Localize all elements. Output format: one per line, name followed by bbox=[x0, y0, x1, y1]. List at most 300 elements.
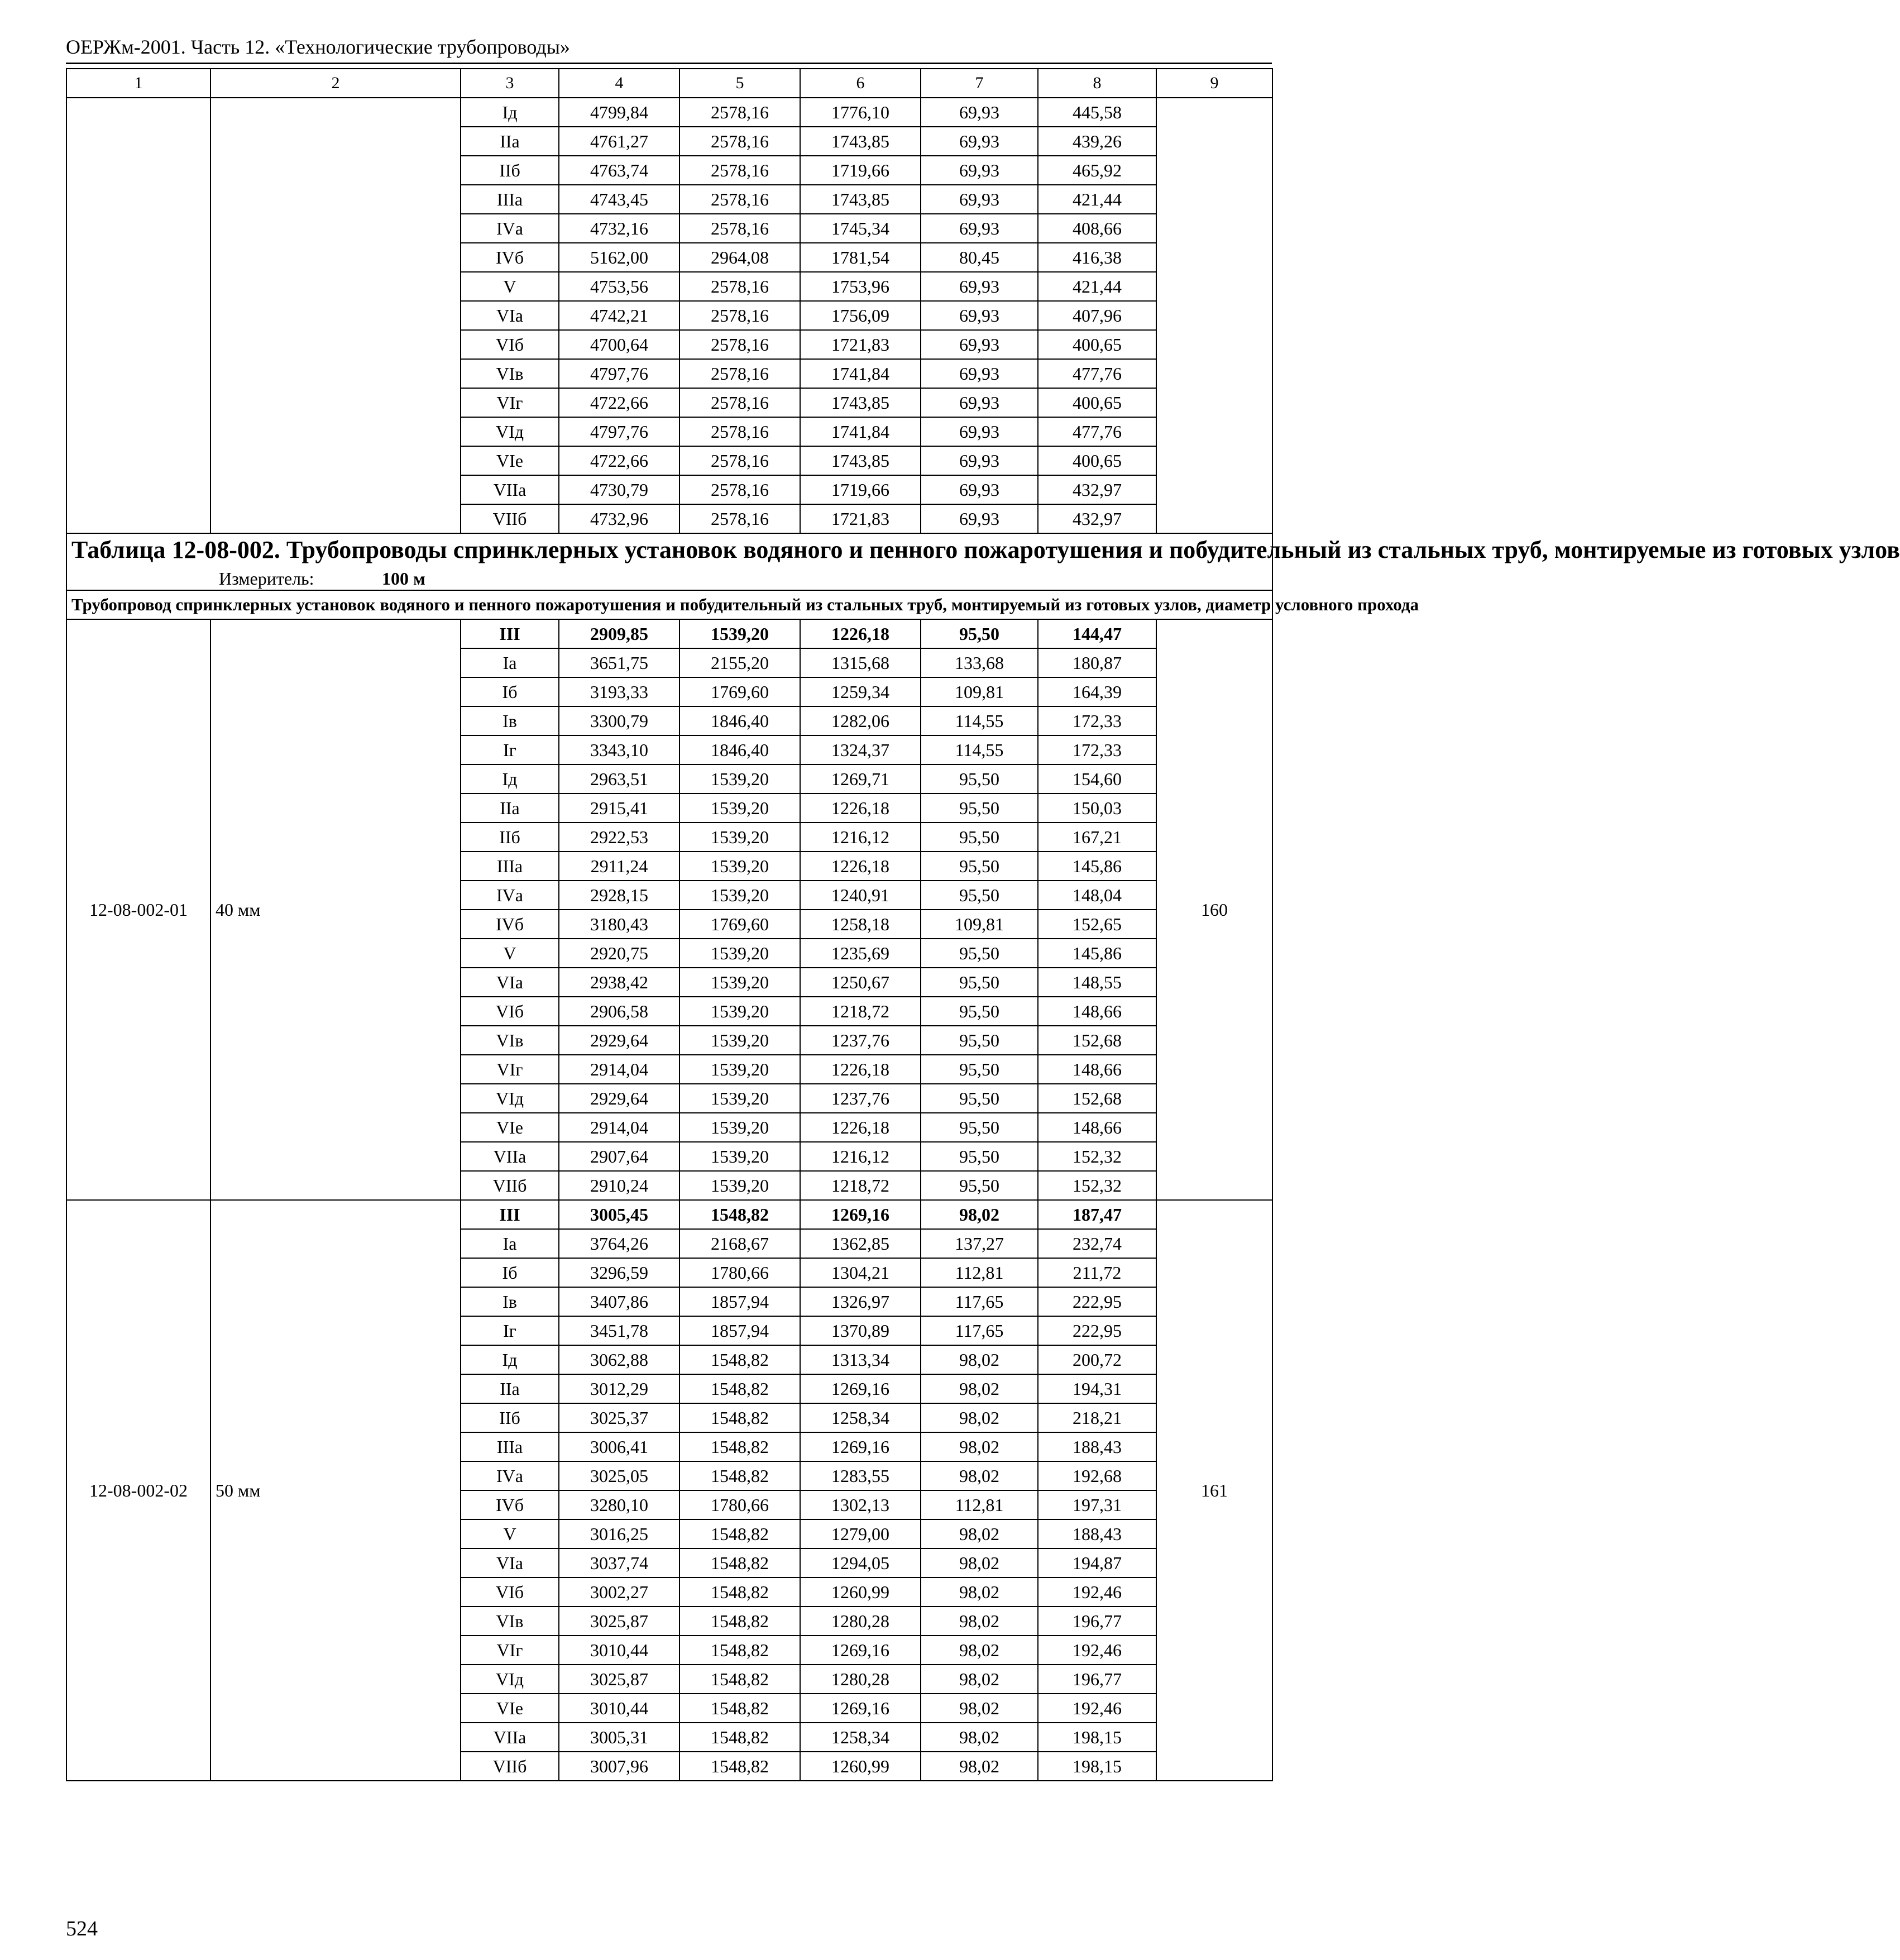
value-cell: 1226,18 bbox=[800, 1113, 921, 1142]
value-cell: 1304,21 bbox=[800, 1258, 921, 1287]
value-cell: 1753,96 bbox=[800, 272, 921, 301]
value-cell: 172,33 bbox=[1038, 735, 1156, 764]
value-cell: 1539,20 bbox=[679, 968, 800, 997]
value-cell: 2578,16 bbox=[679, 417, 800, 446]
value-cell: 196,77 bbox=[1038, 1607, 1156, 1636]
norm-cell: 160 bbox=[1156, 619, 1272, 1200]
unit-label: Измеритель: bbox=[219, 568, 314, 589]
value-cell: 95,50 bbox=[921, 1113, 1038, 1142]
value-cell: 1315,68 bbox=[800, 648, 921, 677]
value-cell: 1279,00 bbox=[800, 1519, 921, 1548]
value-cell: 133,68 bbox=[921, 648, 1038, 677]
value-cell: 148,66 bbox=[1038, 1113, 1156, 1142]
value-cell: 112,81 bbox=[921, 1258, 1038, 1287]
zone-cell: Iб bbox=[461, 1258, 559, 1287]
zone-cell: VIд bbox=[461, 1084, 559, 1113]
value-cell: 197,31 bbox=[1038, 1490, 1156, 1519]
value-cell: 1743,85 bbox=[800, 185, 921, 214]
value-cell: 1548,82 bbox=[679, 1548, 800, 1577]
column-number: 1 bbox=[66, 69, 210, 98]
value-cell: 1548,82 bbox=[679, 1403, 800, 1432]
value-cell: 1719,66 bbox=[800, 156, 921, 185]
value-cell: 407,96 bbox=[1038, 301, 1156, 330]
value-cell: 1539,20 bbox=[679, 1171, 800, 1200]
zone-cell: VIб bbox=[461, 1577, 559, 1607]
value-cell: 2914,04 bbox=[559, 1055, 679, 1084]
zone-cell: VIIа bbox=[461, 475, 559, 504]
value-cell: 98,02 bbox=[921, 1548, 1038, 1577]
value-cell: 1302,13 bbox=[800, 1490, 921, 1519]
column-number: 8 bbox=[1038, 69, 1156, 98]
value-cell: 3005,45 bbox=[559, 1200, 679, 1229]
value-cell: 1548,82 bbox=[679, 1345, 800, 1374]
value-cell: 400,65 bbox=[1038, 330, 1156, 359]
value-cell: 172,33 bbox=[1038, 706, 1156, 735]
value-cell: 80,45 bbox=[921, 243, 1038, 272]
value-cell: 3006,41 bbox=[559, 1432, 679, 1461]
value-cell: 95,50 bbox=[921, 793, 1038, 823]
zone-cell: VIа bbox=[461, 1548, 559, 1577]
value-cell: 2155,20 bbox=[679, 648, 800, 677]
value-cell: 1539,20 bbox=[679, 852, 800, 881]
value-cell: 477,76 bbox=[1038, 417, 1156, 446]
value-cell: 1741,84 bbox=[800, 417, 921, 446]
value-cell: 400,65 bbox=[1038, 446, 1156, 475]
value-cell: 98,02 bbox=[921, 1577, 1038, 1607]
value-cell: 2578,16 bbox=[679, 301, 800, 330]
value-cell: 1539,20 bbox=[679, 1084, 800, 1113]
zone-cell: VIIа bbox=[461, 1723, 559, 1752]
value-cell: 1226,18 bbox=[800, 619, 921, 648]
value-cell: 69,93 bbox=[921, 98, 1038, 127]
value-cell: 95,50 bbox=[921, 1142, 1038, 1171]
value-cell: 1294,05 bbox=[800, 1548, 921, 1577]
value-cell: 232,74 bbox=[1038, 1229, 1156, 1258]
value-cell: 112,81 bbox=[921, 1490, 1038, 1519]
value-cell: 1721,83 bbox=[800, 504, 921, 533]
zone-cell: VIг bbox=[461, 1636, 559, 1665]
value-cell: 2578,16 bbox=[679, 185, 800, 214]
value-cell: 98,02 bbox=[921, 1461, 1038, 1490]
value-cell: 1857,94 bbox=[679, 1287, 800, 1316]
value-cell: 1743,85 bbox=[800, 127, 921, 156]
zone-cell: IIа bbox=[461, 793, 559, 823]
value-cell: 1324,37 bbox=[800, 735, 921, 764]
price-table bbox=[66, 68, 1900, 1781]
value-cell: 2928,15 bbox=[559, 881, 679, 910]
value-cell: 400,65 bbox=[1038, 388, 1156, 417]
value-cell: 1362,85 bbox=[800, 1229, 921, 1258]
value-cell: 432,97 bbox=[1038, 504, 1156, 533]
column-number: 4 bbox=[559, 69, 679, 98]
value-cell: 416,38 bbox=[1038, 243, 1156, 272]
value-cell: 1539,20 bbox=[679, 997, 800, 1026]
value-cell: 222,95 bbox=[1038, 1316, 1156, 1345]
zone-cell: IVа bbox=[461, 881, 559, 910]
zone-cell: III bbox=[461, 619, 559, 648]
value-cell: 109,81 bbox=[921, 677, 1038, 706]
value-cell: 1548,82 bbox=[679, 1432, 800, 1461]
value-cell: 2920,75 bbox=[559, 939, 679, 968]
value-cell: 95,50 bbox=[921, 968, 1038, 997]
value-cell: 164,39 bbox=[1038, 677, 1156, 706]
value-cell: 187,47 bbox=[1038, 1200, 1156, 1229]
value-cell: 1260,99 bbox=[800, 1752, 921, 1781]
value-cell: 2922,53 bbox=[559, 823, 679, 852]
value-cell: 1539,20 bbox=[679, 764, 800, 793]
zone-cell: Iб bbox=[461, 677, 559, 706]
value-cell: 3180,43 bbox=[559, 910, 679, 939]
table-body bbox=[66, 69, 1900, 1781]
zone-cell: IIб bbox=[461, 1403, 559, 1432]
value-cell: 1769,60 bbox=[679, 910, 800, 939]
value-cell: 1280,28 bbox=[800, 1607, 921, 1636]
table-title-row bbox=[66, 533, 1272, 590]
value-cell: 4763,74 bbox=[559, 156, 679, 185]
value-cell: 1260,99 bbox=[800, 1577, 921, 1607]
value-cell: 196,77 bbox=[1038, 1665, 1156, 1694]
value-cell: 1548,82 bbox=[679, 1694, 800, 1723]
value-cell: 1280,28 bbox=[800, 1665, 921, 1694]
zone-cell: VIд bbox=[461, 1665, 559, 1694]
zone-cell: VIг bbox=[461, 1055, 559, 1084]
value-cell: 2914,04 bbox=[559, 1113, 679, 1142]
value-cell: 3016,25 bbox=[559, 1519, 679, 1548]
value-cell: 1781,54 bbox=[800, 243, 921, 272]
value-cell: 1539,20 bbox=[679, 939, 800, 968]
value-cell: 3764,26 bbox=[559, 1229, 679, 1258]
zone-cell: VIв bbox=[461, 1607, 559, 1636]
column-numbers-row bbox=[66, 69, 1272, 98]
value-cell: 3407,86 bbox=[559, 1287, 679, 1316]
value-cell: 1548,82 bbox=[679, 1723, 800, 1752]
value-cell: 1780,66 bbox=[679, 1258, 800, 1287]
value-cell: 192,46 bbox=[1038, 1577, 1156, 1607]
value-cell: 3005,31 bbox=[559, 1723, 679, 1752]
value-cell: 1258,34 bbox=[800, 1403, 921, 1432]
value-cell: 4753,56 bbox=[559, 272, 679, 301]
item-diameter: 50 мм bbox=[210, 1200, 461, 1781]
value-cell: 137,27 bbox=[921, 1229, 1038, 1258]
value-cell: 98,02 bbox=[921, 1752, 1038, 1781]
value-cell: 1539,20 bbox=[679, 1113, 800, 1142]
zone-cell: VIа bbox=[461, 301, 559, 330]
value-cell: 1548,82 bbox=[679, 1607, 800, 1636]
value-cell: 95,50 bbox=[921, 881, 1038, 910]
value-cell: 69,93 bbox=[921, 127, 1038, 156]
value-cell: 95,50 bbox=[921, 823, 1038, 852]
value-cell: 1743,85 bbox=[800, 388, 921, 417]
value-cell: 3300,79 bbox=[559, 706, 679, 735]
value-cell: 3651,75 bbox=[559, 648, 679, 677]
value-cell: 4799,84 bbox=[559, 98, 679, 127]
value-cell: 2578,16 bbox=[679, 504, 800, 533]
value-cell: 4761,27 bbox=[559, 127, 679, 156]
value-cell: 1240,91 bbox=[800, 881, 921, 910]
value-cell: 95,50 bbox=[921, 939, 1038, 968]
item-code: 12-08-002-02 bbox=[66, 1200, 210, 1781]
zone-cell: VIе bbox=[461, 1113, 559, 1142]
value-cell: 109,81 bbox=[921, 910, 1038, 939]
value-cell: 4732,16 bbox=[559, 214, 679, 243]
zone-cell: IIIа bbox=[461, 852, 559, 881]
zone-cell: Iа bbox=[461, 648, 559, 677]
column-number: 6 bbox=[800, 69, 921, 98]
value-cell: 1235,69 bbox=[800, 939, 921, 968]
zone-cell: Iд bbox=[461, 764, 559, 793]
value-cell: 1776,10 bbox=[800, 98, 921, 127]
value-cell: 1269,71 bbox=[800, 764, 921, 793]
value-cell: 1218,72 bbox=[800, 1171, 921, 1200]
value-cell: 1548,82 bbox=[679, 1519, 800, 1548]
value-cell: 1216,12 bbox=[800, 1142, 921, 1171]
value-cell: 198,15 bbox=[1038, 1723, 1156, 1752]
value-cell: 1539,20 bbox=[679, 823, 800, 852]
value-cell: 3037,74 bbox=[559, 1548, 679, 1577]
unit-value: 100 м bbox=[382, 568, 425, 589]
value-cell: 1218,72 bbox=[800, 997, 921, 1026]
value-cell: 3451,78 bbox=[559, 1316, 679, 1345]
value-cell: 192,68 bbox=[1038, 1461, 1156, 1490]
value-cell: 2578,16 bbox=[679, 98, 800, 127]
value-cell: 1846,40 bbox=[679, 735, 800, 764]
value-cell: 192,46 bbox=[1038, 1636, 1156, 1665]
value-cell: 1846,40 bbox=[679, 706, 800, 735]
value-cell: 98,02 bbox=[921, 1636, 1038, 1665]
value-cell: 98,02 bbox=[921, 1432, 1038, 1461]
value-cell: 211,72 bbox=[1038, 1258, 1156, 1287]
value-cell: 2578,16 bbox=[679, 446, 800, 475]
column-number: 3 bbox=[461, 69, 559, 98]
value-cell: 152,32 bbox=[1038, 1171, 1156, 1200]
value-cell: 1269,16 bbox=[800, 1374, 921, 1403]
value-cell: 2168,67 bbox=[679, 1229, 800, 1258]
value-cell: 1269,16 bbox=[800, 1694, 921, 1723]
value-cell: 3193,33 bbox=[559, 677, 679, 706]
value-cell: 200,72 bbox=[1038, 1345, 1156, 1374]
value-cell: 180,87 bbox=[1038, 648, 1156, 677]
value-cell: 408,66 bbox=[1038, 214, 1156, 243]
value-cell: 1313,34 bbox=[800, 1345, 921, 1374]
value-cell: 148,55 bbox=[1038, 968, 1156, 997]
value-cell: 2907,64 bbox=[559, 1142, 679, 1171]
column-number: 9 bbox=[1156, 69, 1272, 98]
value-cell: 69,93 bbox=[921, 272, 1038, 301]
value-cell: 2915,41 bbox=[559, 793, 679, 823]
value-cell: 114,55 bbox=[921, 706, 1038, 735]
table-title-cell bbox=[66, 533, 1900, 590]
zone-cell: IIIа bbox=[461, 185, 559, 214]
value-cell: 2909,85 bbox=[559, 619, 679, 648]
value-cell: 1226,18 bbox=[800, 793, 921, 823]
value-cell: 3280,10 bbox=[559, 1490, 679, 1519]
value-cell: 421,44 bbox=[1038, 272, 1156, 301]
value-cell: 95,50 bbox=[921, 997, 1038, 1026]
value-cell: 69,93 bbox=[921, 330, 1038, 359]
value-cell: 69,93 bbox=[921, 446, 1038, 475]
value-cell: 4797,76 bbox=[559, 417, 679, 446]
value-cell: 1539,20 bbox=[679, 1026, 800, 1055]
zone-cell: VIб bbox=[461, 997, 559, 1026]
value-cell: 1539,20 bbox=[679, 619, 800, 648]
value-cell: 148,66 bbox=[1038, 1055, 1156, 1084]
value-cell: 3010,44 bbox=[559, 1636, 679, 1665]
zone-cell: VIд bbox=[461, 417, 559, 446]
param-cell bbox=[210, 98, 461, 533]
value-cell: 477,76 bbox=[1038, 359, 1156, 388]
value-cell: 2911,24 bbox=[559, 852, 679, 881]
zone-cell: VIе bbox=[461, 446, 559, 475]
zone-cell: VIб bbox=[461, 330, 559, 359]
value-cell: 1548,82 bbox=[679, 1577, 800, 1607]
value-cell: 1548,82 bbox=[679, 1636, 800, 1665]
zone-cell: IIб bbox=[461, 823, 559, 852]
value-cell: 1226,18 bbox=[800, 852, 921, 881]
value-cell: 95,50 bbox=[921, 1084, 1038, 1113]
zone-cell: V bbox=[461, 939, 559, 968]
item-diameter: 40 мм bbox=[210, 619, 461, 1200]
value-cell: 1326,97 bbox=[800, 1287, 921, 1316]
section-title-row bbox=[66, 590, 1272, 619]
value-cell: 4722,66 bbox=[559, 446, 679, 475]
value-cell: 2578,16 bbox=[679, 359, 800, 388]
value-cell: 1539,20 bbox=[679, 1055, 800, 1084]
value-cell: 3002,27 bbox=[559, 1577, 679, 1607]
zone-cell: IVб bbox=[461, 910, 559, 939]
zone-cell: VIв bbox=[461, 1026, 559, 1055]
value-cell: 1756,09 bbox=[800, 301, 921, 330]
value-cell: 148,04 bbox=[1038, 881, 1156, 910]
zone-cell: VIIб bbox=[461, 504, 559, 533]
table-row bbox=[66, 1200, 1272, 1229]
value-cell: 465,92 bbox=[1038, 156, 1156, 185]
value-cell: 98,02 bbox=[921, 1200, 1038, 1229]
zone-cell: IIа bbox=[461, 1374, 559, 1403]
zone-cell: VIа bbox=[461, 968, 559, 997]
value-cell: 2578,16 bbox=[679, 127, 800, 156]
zone-cell: IVа bbox=[461, 214, 559, 243]
value-cell: 2578,16 bbox=[679, 156, 800, 185]
value-cell: 1269,16 bbox=[800, 1200, 921, 1229]
value-cell: 98,02 bbox=[921, 1519, 1038, 1548]
value-cell: 4732,96 bbox=[559, 504, 679, 533]
value-cell: 114,55 bbox=[921, 735, 1038, 764]
value-cell: 1719,66 bbox=[800, 475, 921, 504]
value-cell: 69,93 bbox=[921, 475, 1038, 504]
value-cell: 2929,64 bbox=[559, 1084, 679, 1113]
running-header: ОЕРЖм-2001. Часть 12. «Технологические трубопроводы» bbox=[66, 36, 570, 58]
value-cell: 3025,87 bbox=[559, 1607, 679, 1636]
value-cell: 2929,64 bbox=[559, 1026, 679, 1055]
value-cell: 1548,82 bbox=[679, 1752, 800, 1781]
zone-cell: III bbox=[461, 1200, 559, 1229]
page-number: 524 bbox=[66, 1917, 98, 1940]
value-cell: 192,46 bbox=[1038, 1694, 1156, 1723]
value-cell: 2578,16 bbox=[679, 214, 800, 243]
value-cell: 194,31 bbox=[1038, 1374, 1156, 1403]
value-cell: 4730,79 bbox=[559, 475, 679, 504]
value-cell: 95,50 bbox=[921, 764, 1038, 793]
zone-cell: VIIб bbox=[461, 1171, 559, 1200]
value-cell: 1721,83 bbox=[800, 330, 921, 359]
value-cell: 95,50 bbox=[921, 619, 1038, 648]
value-cell: 69,93 bbox=[921, 156, 1038, 185]
zone-cell: Iд bbox=[461, 98, 559, 127]
value-cell: 1283,55 bbox=[800, 1461, 921, 1490]
value-cell: 1258,18 bbox=[800, 910, 921, 939]
header-rule bbox=[66, 63, 1272, 64]
value-cell: 154,60 bbox=[1038, 764, 1156, 793]
value-cell: 152,68 bbox=[1038, 1026, 1156, 1055]
value-cell: 69,93 bbox=[921, 301, 1038, 330]
value-cell: 148,66 bbox=[1038, 997, 1156, 1026]
value-cell: 1237,76 bbox=[800, 1084, 921, 1113]
zone-cell: V bbox=[461, 272, 559, 301]
value-cell: 1258,34 bbox=[800, 1723, 921, 1752]
value-cell: 98,02 bbox=[921, 1665, 1038, 1694]
value-cell: 1370,89 bbox=[800, 1316, 921, 1345]
value-cell: 198,15 bbox=[1038, 1752, 1156, 1781]
value-cell: 1539,20 bbox=[679, 881, 800, 910]
zone-cell: Iв bbox=[461, 1287, 559, 1316]
zone-cell: IIа bbox=[461, 127, 559, 156]
value-cell: 3025,87 bbox=[559, 1665, 679, 1694]
value-cell: 2578,16 bbox=[679, 272, 800, 301]
value-cell: 3010,44 bbox=[559, 1694, 679, 1723]
zone-cell: V bbox=[461, 1519, 559, 1548]
zone-cell: VIIб bbox=[461, 1752, 559, 1781]
value-cell: 1282,06 bbox=[800, 706, 921, 735]
section-title: Трубопровод спринклерных установок водяного и пенного пожаротушения и побудительный из стальных труб, монтируемый из готовых узлов, диаметр условного прохода bbox=[66, 590, 1272, 619]
value-cell: 188,43 bbox=[1038, 1519, 1156, 1548]
value-cell: 145,86 bbox=[1038, 852, 1156, 881]
zone-cell: VIIа bbox=[461, 1142, 559, 1171]
value-cell: 432,97 bbox=[1038, 475, 1156, 504]
value-cell: 3012,29 bbox=[559, 1374, 679, 1403]
value-cell: 69,93 bbox=[921, 359, 1038, 388]
column-number: 2 bbox=[210, 69, 461, 98]
value-cell: 69,93 bbox=[921, 388, 1038, 417]
zone-cell: VIг bbox=[461, 388, 559, 417]
value-cell: 1548,82 bbox=[679, 1461, 800, 1490]
value-cell: 4742,21 bbox=[559, 301, 679, 330]
zone-cell: Iв bbox=[461, 706, 559, 735]
value-cell: 98,02 bbox=[921, 1374, 1038, 1403]
value-cell: 144,47 bbox=[1038, 619, 1156, 648]
value-cell: 4743,45 bbox=[559, 185, 679, 214]
value-cell: 1745,34 bbox=[800, 214, 921, 243]
value-cell: 1269,16 bbox=[800, 1432, 921, 1461]
item-code: 12-08-002-01 bbox=[66, 619, 210, 1200]
value-cell: 1548,82 bbox=[679, 1374, 800, 1403]
value-cell: 98,02 bbox=[921, 1694, 1038, 1723]
zone-cell: IVб bbox=[461, 1490, 559, 1519]
value-cell: 95,50 bbox=[921, 1171, 1038, 1200]
value-cell: 95,50 bbox=[921, 852, 1038, 881]
value-cell: 1237,76 bbox=[800, 1026, 921, 1055]
table-title: Таблица 12-08-002. Трубопроводы спринклерных установок водяного и пенного пожаротушения и побудительный из стальных труб, монтируемые из готовых узлов bbox=[71, 536, 1900, 563]
value-cell: 1216,12 bbox=[800, 823, 921, 852]
value-cell: 421,44 bbox=[1038, 185, 1156, 214]
zone-cell: VIе bbox=[461, 1694, 559, 1723]
value-cell: 2906,58 bbox=[559, 997, 679, 1026]
value-cell: 98,02 bbox=[921, 1723, 1038, 1752]
zone-cell: IVб bbox=[461, 243, 559, 272]
zone-cell: IIб bbox=[461, 156, 559, 185]
value-cell: 5162,00 bbox=[559, 243, 679, 272]
column-number: 7 bbox=[921, 69, 1038, 98]
value-cell: 150,03 bbox=[1038, 793, 1156, 823]
